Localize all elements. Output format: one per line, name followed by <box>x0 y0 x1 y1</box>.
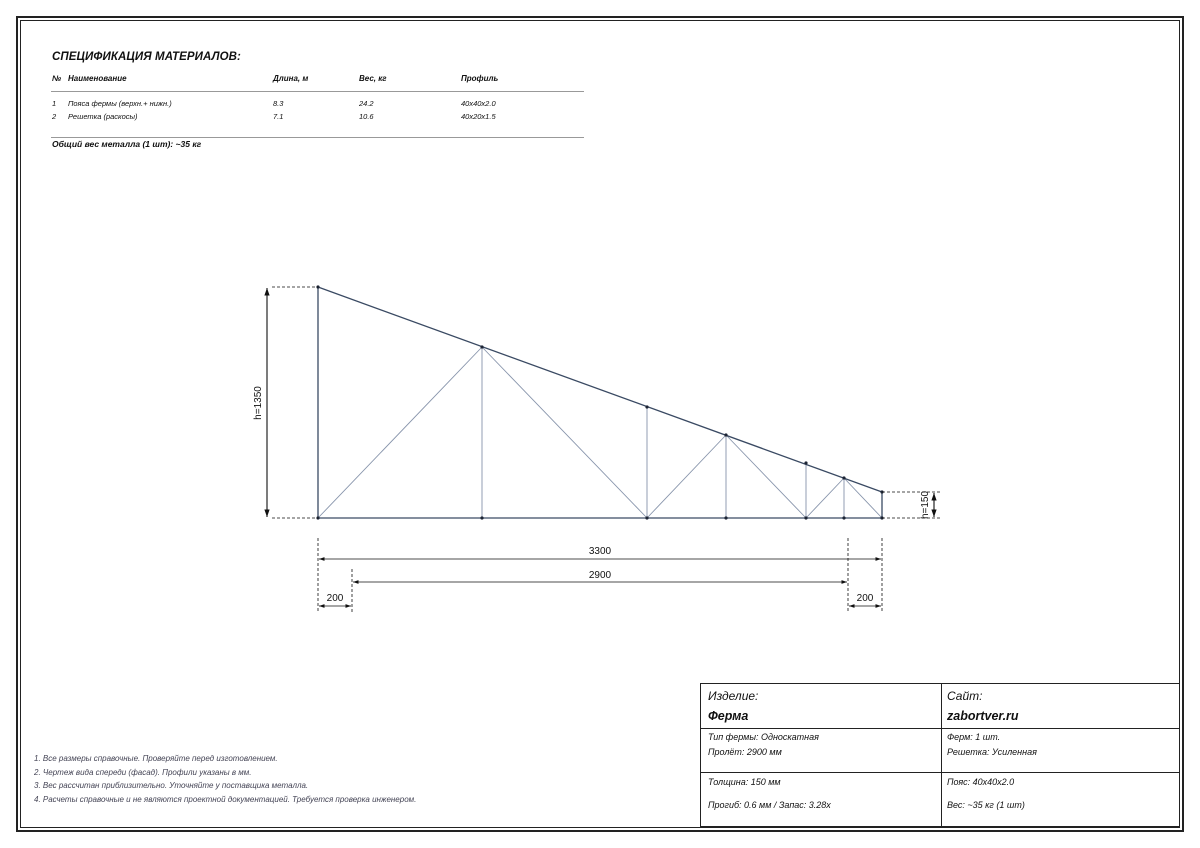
spec-cell-length: 7.1 <box>273 112 284 121</box>
spec-cell-profile: 40x20x1.5 <box>461 112 496 121</box>
span-value: Пролёт: 2900 мм <box>708 747 782 757</box>
title-block-divider <box>701 728 1180 729</box>
site-label: Сайт: <box>947 689 983 703</box>
note-item: 3. Вес рассчитан приблизительно. Уточняйте у поставщика металла. <box>34 781 309 790</box>
site-value: zabortver.ru <box>947 709 1019 723</box>
dimension-height-right <box>882 492 940 518</box>
dimension-label-height-left: h=1350 <box>253 386 264 420</box>
dimension-label-total: 3300 <box>588 546 612 557</box>
note-item: 4. Расчеты справочные и не являются проектной документацией. Требуется проверка инженером. <box>34 794 417 804</box>
top-chord <box>318 287 882 492</box>
spec-header-number: № <box>52 74 62 83</box>
title-block-divider <box>701 772 1180 773</box>
joint-node <box>724 516 727 519</box>
joint-node <box>480 516 483 519</box>
spec-cell-number: 2 <box>52 112 57 121</box>
truss-type: Тип фермы: Односкатная <box>708 732 819 742</box>
note-item: 2. Чертеж вида спереди (фасад). Профили указаны в мм. <box>34 767 252 777</box>
web-diagonal <box>844 478 882 518</box>
deflection-value: Прогиб: 0.6 мм / Запас: 3.28x <box>708 800 831 810</box>
truss-chords <box>318 287 882 518</box>
spec-title: СПЕЦИФИКАЦИЯ МАТЕРИАЛОВ: <box>52 51 241 63</box>
dimension-label-left: 200 <box>326 593 344 604</box>
product-label: Изделие: <box>708 689 759 703</box>
dimension-label-right: 200 <box>856 593 874 604</box>
joint-node <box>645 405 648 408</box>
weight-value: Вес: ~35 кг (1 шт) <box>947 800 1025 810</box>
spec-header-name: Наименование <box>68 74 127 83</box>
joint-node <box>804 516 807 519</box>
product-value: Ферма <box>708 709 749 723</box>
web-diagonal <box>318 347 482 518</box>
joint-node <box>842 516 845 519</box>
joint-node <box>724 433 727 436</box>
note-item: 1. Все размеры справочные. Проверяйте перед изготовлением. <box>34 754 278 763</box>
spec-cell-weight: 24.2 <box>359 99 374 108</box>
spec-total-weight: Общий вес металла (1 шт): ~35 кг <box>52 139 202 149</box>
truss-joints <box>316 285 883 519</box>
thickness-value: Толщина: 150 мм <box>708 777 781 787</box>
spec-cell-number: 1 <box>52 99 57 108</box>
web-diagonal <box>806 478 844 518</box>
truss-count: Ферм: 1 шт. <box>947 732 1001 742</box>
joint-node <box>645 516 648 519</box>
spec-header-weight: Вес, кг <box>359 74 387 83</box>
spec-cell-weight: 10.6 <box>359 112 374 121</box>
spec-header-length: Длина, м <box>273 74 309 83</box>
notes-list <box>34 754 416 808</box>
dimension-label-span: 2900 <box>588 570 612 581</box>
title-block-divider <box>941 684 942 827</box>
web-diagonal <box>726 435 806 518</box>
web-diagonal <box>482 347 647 518</box>
dimension-height-left <box>267 287 318 518</box>
spec-cell-profile: 40x40x2.0 <box>461 99 496 108</box>
title-block <box>700 683 1180 827</box>
spec-header-profile: Профиль <box>461 74 499 83</box>
joint-node <box>804 461 807 464</box>
joint-node <box>480 345 483 348</box>
spec-cell-length: 8.3 <box>273 99 284 108</box>
spec-cell-name: Решетка (раскосы) <box>68 112 138 121</box>
chord-profile: Пояс: 40x40x2.0 <box>947 777 1015 787</box>
dimension-label-height-right: h=150 <box>920 490 931 520</box>
web-diagonal <box>647 435 726 518</box>
lattice-type: Решетка: Усиленная <box>947 747 1037 757</box>
spec-cell-name: Пояса фермы (верхн.+ нижн.) <box>68 99 172 108</box>
truss-web <box>318 347 882 518</box>
joint-node <box>842 476 845 479</box>
